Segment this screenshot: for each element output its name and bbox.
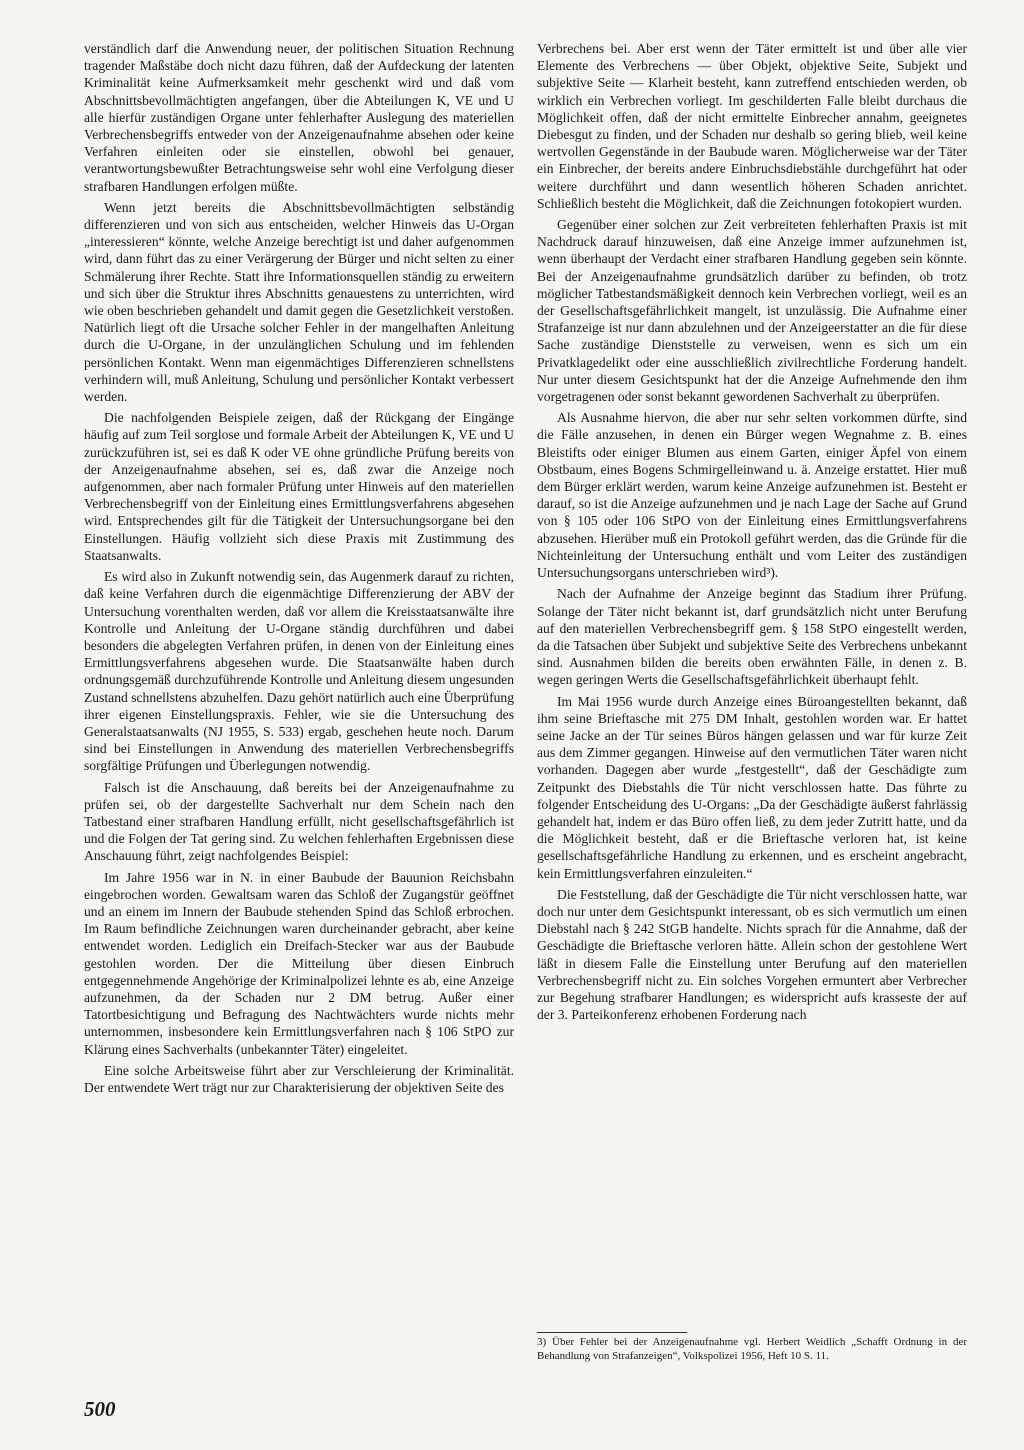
paragraph: Die nachfolgenden Beispiele zeigen, daß der Rückgang der Eingänge häufig auf zum Teil sorglose und formale Arbeit der Abteilungen K, VE und U zurückzuführen ist, sei es daß K oder VE ohne gründliche Prüfung bereits von der Anzeigenaufnahme absehen, sei es, daß zwar die Anzeige noch aufgenommen, aber nach formaler Prüfung unter Hinweis auf den materiellen Verbrechensbegriff von der Einleitung eines Ermittlungsverfahrens abgesehen wird. Entsprechendes gilt für die Tätigkeit der Untersuchungsorgane bei den Einstellungen. Häufig vollzieht sich diese Praxis mit Zustimmung des Staatsanwalts. xyxy=(84,410,514,563)
paragraph: Verbrechens bei. Aber erst wenn der Täter ermittelt ist und über alle vier Elemente des Verbrechens — über Objekt, objektive Seite, Subjekt und subjektive Seite — Klarheit besteht, kann zutreffend entschieden werden, ob wirklich ein Verbrechen vorliegt. Im geschilderten Falle bleibt durchaus die Möglichkeit offen, daß der nicht ermittelte Einbrecher annahm, geeignetes Diebesgut zu finden, und der Schaden nur deshalb so gering blieb, weil keine wertvollen Gegenstände in der Baubude waren. Möglicherweise war der Täter ein Einbrecher, der bereits andere Einbruchsdiebstähle durchgeführt hat oder weitere durchführt und dann wesentlich höheren Schaden anrichtet. Schließlich besteht die Möglichkeit, daß die Zeichnungen fotokopiert wurden. xyxy=(537,41,967,211)
paragraph: Eine solche Arbeitsweise führt aber zur Verschleierung der Kriminalität. Der entwendete Wert trägt nur zur Charakterisierung der objektiven Seite des xyxy=(84,1062,514,1095)
right-column xyxy=(537,40,967,1330)
paragraph: Nach der Aufnahme der Anzeige beginnt das Stadium ihrer Prüfung. Solange der Täter nicht bekannt ist, darf grundsätzlich nicht unter Berufung auf den materiellen Verbrechensbegriff gem. § 158 StPO eingestellt werden, da die Tatsachen über Subjekt und subjektive Seite des Verbrechens unbekannt sind. Ausnahmen bilden die bereits oben erwähnten Fälle, in denen z. B. wegen geringen Werts die Gesellschaftsgefährlichkeit überhaupt fehlt. xyxy=(537,586,967,688)
paragraph: Es wird also in Zukunft notwendig sein, das Augenmerk darauf zu richten, daß keine Verfahren durch die eigenmächtige Differenzierung der ABV der Untersuchung vorenthalten werden, daß vor allem die Kreisstaatsanwälte ihre Kontrolle und Anleitung der U-Organe ständig durchführen und dabei besonders die abgelegten Verfahren prüfen, in denen von der Einleitung eines Ermittlungsverfahrens abgesehen wurde. Die Staatsanwälte haben durch ordnungsgemäß durchzuführende Kontrolle und Anleitung diesem ungesunden Zustand schnellstens abzuhelfen. Dazu gehört natürlich auch eine Überprüfung ihrer eigenen Einstellungspraxis. Fehler, wie sie die Untersuchung des Generalstaatsanwalts (NJ 1955, S. 533) ergab, geschehen heute noch. Darum sind bei Einstellungen in Anwendung des materiellen Verbrechensbegriffs sorgfältige Prüfungen und Überlegungen notwendig. xyxy=(84,569,514,774)
paragraph: Gegenüber einer solchen zur Zeit verbreiteten fehlerhaften Praxis ist mit Nachdruck darauf hinzuweisen, daß eine Anzeige immer aufzunehmen ist, wenn überhaupt der Verdacht einer strafbaren Handlung gegeben sein könnte. Bei der Anzeigenaufnahme grundsätzlich darüber zu befinden, ob trotz möglicher Tatbestandsmäßigkeit dennoch kein Verbrechen vorliegt, weil es an der Gesellschaftsgefährlichkeit mangelt, ist unzulässig. Die Aufnahme einer Strafanzeige ist nur dann abzulehnen und der Anzeigeerstatter an die für diese Sache zuständige Dienststelle zu verweisen, wenn es sich um ein Privatklagedelikt oder eine ausschließlich zivilrechtliche Forderung handelt. Nur unter diesem Gesichtspunkt hat der die Anzeige Aufnehmende den ihm vorgetragenen oder sonst bekannt gewordenen Sachverhalt zu überprüfen. xyxy=(537,217,967,405)
paragraph: verständlich darf die Anwendung neuer, der politischen Situation Rechnung tragender Maßstäbe doch nicht dazu führen, daß der Aufdeckung der latenten Kriminalität keine Aufmerksamkeit mehr geschenkt wird und daß vom Abschnittsbevollmächtigten angefangen, über die Abteilungen K, VE und U alle hierfür zuständigen Organe unter fehlerhafter Auslegung des materiellen Verbrechensbegriffs entweder von der Anzeigenaufnahme absehen oder keine Verfahren einleiten oder sie einstellen, obwohl bei genauer, verantwortungsbewußter Betrachtungsweise sehr wohl eine Verfolgung dieser strafbaren Handlungen erfolgen müßte. xyxy=(84,41,514,194)
left-column xyxy=(84,40,514,1385)
paragraph: Falsch ist die Anschauung, daß bereits bei der Anzeigenaufnahme zu prüfen sei, ob der dargestellte Sachverhalt nur dem Schein nach den Tatbestand einer strafbaren Handlung erfüllt, nicht gesellschaftsgefährlich ist und die Folgen der Tat gering sind. Zu welchen fehlerhaften Ergebnissen diese Anschauung führt, zeigt nachfolgendes Beispiel: xyxy=(84,779,514,864)
paragraph: Im Jahre 1956 war in N. in einer Baubude der Bauunion Reichsbahn eingebrochen worden. Gewaltsam waren das Schloß der Zugangstür geöffnet und an einem im Innern der Baubude stehenden Spind das Schloß erbrochen. Im Raum befindliche Zeichnungen waren durcheinander gebracht, aber keine entwendet worden. Lediglich ein Dreifach-Stecker war aus der Baubude gestohlen worden. Der die Mitteilung über diesen Einbruch entgegennehmende Angehörige der Kriminalpolizei lehnte es ab, eine Anzeige aufzunehmen, da der Schaden nur 2 DM betrug. Außer einer Tatortbesichtigung und Befragung des Nachtwächters wurde nichts mehr unternommen, insbesondere kein Ermittlungsverfahren nach § 106 StPO zur Klärung eines Sachverhalts (unbekannter Täter) eingeleitet. xyxy=(84,869,514,1057)
paragraph: Die Feststellung, daß der Geschädigte die Tür nicht verschlossen hatte, war doch nur unter dem Gesichtspunkt interessant, ob es sich vermutlich um einen Diebstahl nach § 242 StGB handelte. Nichts sprach für die Annahme, daß der Geschädigte die Brieftasche verloren hätte. Allein schon der gestohlene Wert läßt in diesem Falle die Einstellung unter Berufung auf den materiellen Verbrechensbegriff nicht zu. Ein solches Vorgehen ermuntert aber Verbrecher zur Begehung strafbarer Handlungen; es widerspricht aufs krasseste der auf der 3. Parteikonferenz erhobenen Forderung nach xyxy=(537,886,967,1023)
paragraph: Wenn jetzt bereits die Abschnittsbevollmächtigten selbständig differenzieren und von sich aus entscheiden, welcher Hinweis das U-Organ „interessieren“ könnte, welche Anzeige berechtigt ist und daher aufgenommen wird, dann führt das zu einer Verärgerung der Bürger und nicht selten zu einer Schmälerung ihrer Rechte. Statt ihre Informationsquellen ständig zu erweitern und sich über die Struktur ihres Abschnitts genauestens zu unterrichten, wird wie oben beschrieben gehandelt und damit gegen die Gesetzlichkeit verstoßen. Natürlich liegt oft die Ursache solcher Fehler in der mangelhaften Anleitung durch die U-Organe, in der unzulänglichen Schulung und im fehlenden persönlichen Kontakt. Wenn man eigenmächtiges Differenzieren schnellstens verhindern will, muß Anleitung, Schulung und persönlicher Kontakt verbessert werden. xyxy=(84,199,514,405)
footnote: 3) Über Fehler bei der Anzeigenaufnahme vgl. Herbert Weidlich „Schafft Ordnung in der Behandlung von Strafanzeigen“, Volkspolizei 1956, Heft 10 S. 11. xyxy=(537,1336,967,1362)
page-number: 500 xyxy=(84,1397,116,1421)
paragraph: Im Mai 1956 wurde durch Anzeige eines Büroangestellten bekannt, daß ihm seine Brieftasche mit 275 DM Inhalt, gestohlen worden war. Er hattet seine Jacke an der Tür seines Büros hängen gelassen und war für kurze Zeit aus dem Zimmer gegangen. Hinweise auf den vermutlichen Täter waren nicht vorhanden. Dagegen aber wurde „festgestellt“, daß der Geschädigte zum Zeitpunkt des Diebstahls die Tür nicht verschlossen hatte. Das führte zu folgender Entscheidung des U-Organs: „Da der Geschädigte äußerst fahrlässig gehandelt hat, indem er das Büro offen ließ, zu dem jeder Zutritt hatte, und da die Möglichkeit besteht, daß er die Brieftasche verloren hat, ist keine gesellschaftsgefährliche Handlung zu erkennen, und es erscheint angebracht, kein Ermittlungsverfahren einzuleiten.“ xyxy=(537,693,967,881)
paragraph: Als Ausnahme hiervon, die aber nur sehr selten vorkommen dürfte, sind die Fälle anzusehen, in denen ein Bürger wegen Wegnahme z. B. eines Bleistifts oder einiger Blumen aus einem Garten, einiger Äpfel von einem Obstbaum, eines Bogens Schmirgelleinwand u. ä. Anzeige erstattet. Hier muß dem Bürger erklärt werden, warum keine Anzeige aufzunehmen ist. Besteht er darauf, so ist die Anzeige aufzunehmen und je nach Lage der Sache auf Grund von § 105 oder 106 StPO von der Einleitung eines Ermittlungsverfahrens abzusehen. Hierüber muß ein Protokoll geführt werden, das die Gründe für die Nichteinleitung der Untersuchung enthält und vom Leiter des zuständigen Untersuchungsorgans unterschrieben wird³). xyxy=(537,410,967,581)
footnote-divider xyxy=(537,1332,687,1333)
